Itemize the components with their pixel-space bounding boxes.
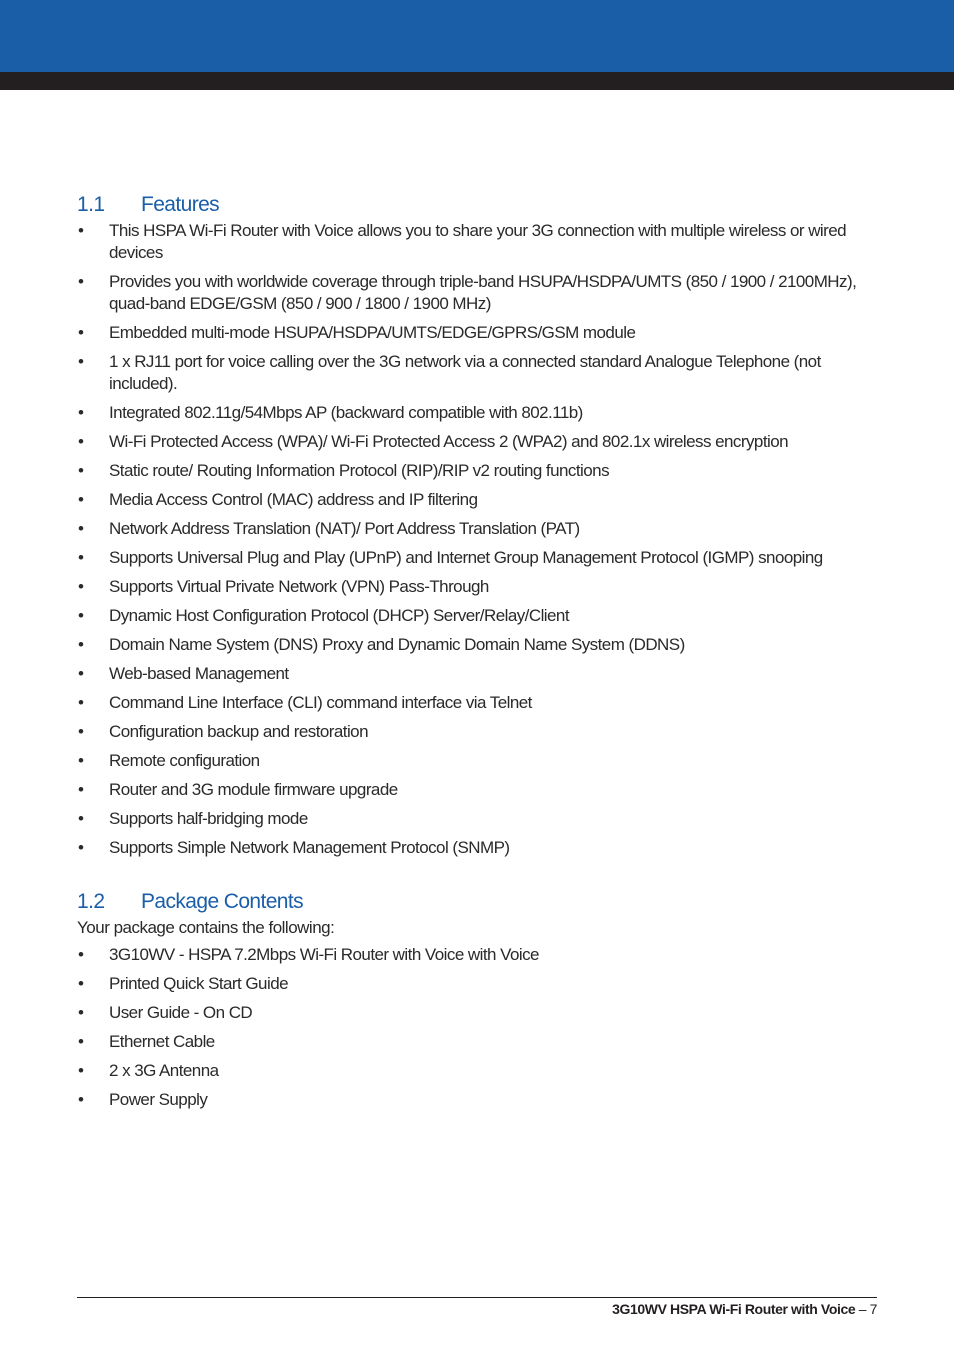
list-item — [77, 547, 877, 569]
header-dark-band — [0, 72, 954, 90]
bullet-icon: • — [78, 635, 84, 654]
list-item-text: Power Supply — [109, 1090, 208, 1109]
page-content — [77, 190, 877, 1118]
footer-separator: – — [855, 1301, 870, 1317]
bullet-icon: • — [78, 548, 84, 567]
list-item-text: Network Address Translation (NAT)/ Port Address Translation (PAT) — [109, 519, 580, 538]
list-item-text: Supports Universal Plug and Play (UPnP) and Internet Group Management Protocol (IGMP) snooping — [109, 548, 823, 567]
bullet-icon: • — [78, 577, 84, 596]
list-item — [77, 779, 877, 801]
package-contents-list — [77, 944, 877, 1111]
list-item — [77, 605, 877, 627]
list-item-text: Embedded multi-mode HSUPA/HSDPA/UMTS/EDGE/GPRS/GSM module — [109, 323, 636, 342]
bullet-icon: • — [78, 461, 84, 480]
bullet-icon: • — [78, 221, 84, 240]
list-item-text: Router and 3G module firmware upgrade — [109, 780, 398, 799]
footer-title: 3G10WV HSPA Wi-Fi Router with Voice — [612, 1301, 856, 1317]
list-item — [77, 663, 877, 685]
list-item — [77, 489, 877, 511]
list-item — [77, 973, 877, 995]
features-heading — [77, 190, 877, 220]
list-item-text: Command Line Interface (CLI) command interface via Telnet — [109, 693, 532, 712]
list-item — [77, 431, 877, 453]
footer-rule — [77, 1297, 877, 1298]
bullet-icon: • — [78, 1061, 84, 1080]
list-item — [77, 271, 877, 315]
bullet-icon: • — [78, 751, 84, 770]
bullet-icon: • — [78, 722, 84, 741]
list-item — [77, 1031, 877, 1053]
bullet-icon: • — [78, 519, 84, 538]
list-item — [77, 402, 877, 424]
package-contents-heading — [77, 887, 877, 917]
features-section-number: 1.1 — [77, 193, 105, 216]
list-item-text: Integrated 802.11g/54Mbps AP (backward compatible with 802.11b) — [109, 403, 583, 422]
footer — [612, 1300, 877, 1318]
list-item-text: Static route/ Routing Information Protocol (RIP)/RIP v2 routing functions — [109, 461, 610, 480]
bullet-icon: • — [78, 432, 84, 451]
bullet-icon: • — [78, 1032, 84, 1051]
list-item-text: Supports Virtual Private Network (VPN) Pass-Through — [109, 577, 489, 596]
list-item — [77, 1002, 877, 1024]
bullet-icon: • — [78, 974, 84, 993]
package-section-title: Package Contents — [141, 890, 304, 913]
list-item-text: 2 x 3G Antenna — [109, 1061, 219, 1080]
list-item-text: Wi-Fi Protected Access (WPA)/ Wi-Fi Protected Access 2 (WPA2) and 802.1x wireless encryption — [109, 432, 789, 451]
features-list — [77, 220, 877, 859]
list-item — [77, 750, 877, 772]
list-item-text: Configuration backup and restoration — [109, 722, 368, 741]
list-item — [77, 322, 877, 344]
list-item-text: Ethernet Cable — [109, 1032, 215, 1051]
list-item — [77, 351, 877, 395]
bullet-icon: • — [78, 490, 84, 509]
list-item — [77, 837, 877, 859]
list-item — [77, 692, 877, 714]
bullet-icon: • — [78, 1003, 84, 1022]
bullet-icon: • — [78, 403, 84, 422]
bullet-icon: • — [78, 352, 84, 371]
package-intro: Your package contains the following: — [77, 918, 335, 937]
list-item-text: This HSPA Wi-Fi Router with Voice allows you to share your 3G connection with multiple wireless or wired devices — [109, 221, 847, 262]
bullet-icon: • — [78, 945, 84, 964]
page-number: 7 — [869, 1301, 877, 1317]
bullet-icon: • — [78, 780, 84, 799]
bullet-icon: • — [78, 323, 84, 342]
list-item — [77, 220, 877, 264]
list-item-text: Media Access Control (MAC) address and IP filtering — [109, 490, 478, 509]
list-item-text: Domain Name System (DNS) Proxy and Dynamic Domain Name System (DDNS) — [109, 635, 685, 654]
list-item-text: 3G10WV - HSPA 7.2Mbps Wi-Fi Router with Voice with Voice — [109, 945, 539, 964]
list-item-text: Supports Simple Network Management Protocol (SNMP) — [109, 838, 510, 857]
list-item — [77, 721, 877, 743]
list-item-text: Provides you with worldwide coverage through triple-band HSUPA/HSDPA/UMTS (850 / 1900 / 2100MHz), quad-band EDGE/GSM (850 / 900 / 1800 / 1900 MHz) — [109, 272, 857, 313]
bullet-icon: • — [78, 809, 84, 828]
list-item — [77, 634, 877, 656]
bullet-icon: • — [78, 606, 84, 625]
features-section-title: Features — [141, 193, 220, 216]
list-item-text: 1 x RJ11 port for voice calling over the 3G network via a connected standard Analogue Telephone (not included). — [109, 352, 821, 393]
list-item — [77, 518, 877, 540]
list-item — [77, 1060, 877, 1082]
list-item — [77, 576, 877, 598]
list-item — [77, 944, 877, 966]
bullet-icon: • — [78, 272, 84, 291]
bullet-icon: • — [78, 693, 84, 712]
list-item-text: Printed Quick Start Guide — [109, 974, 289, 993]
list-item — [77, 460, 877, 482]
list-item-text: User Guide - On CD — [109, 1003, 253, 1022]
list-item-text: Dynamic Host Configuration Protocol (DHCP) Server/Relay/Client — [109, 606, 570, 625]
list-item — [77, 1089, 877, 1111]
bullet-icon: • — [78, 664, 84, 683]
list-item — [77, 808, 877, 830]
header-band — [0, 0, 954, 72]
list-item-text: Remote configuration — [109, 751, 260, 770]
list-item-text: Web-based Management — [109, 664, 289, 683]
bullet-icon: • — [78, 1090, 84, 1109]
package-section-number: 1.2 — [77, 890, 105, 913]
list-item-text: Supports half-bridging mode — [109, 809, 308, 828]
bullet-icon: • — [78, 838, 84, 857]
